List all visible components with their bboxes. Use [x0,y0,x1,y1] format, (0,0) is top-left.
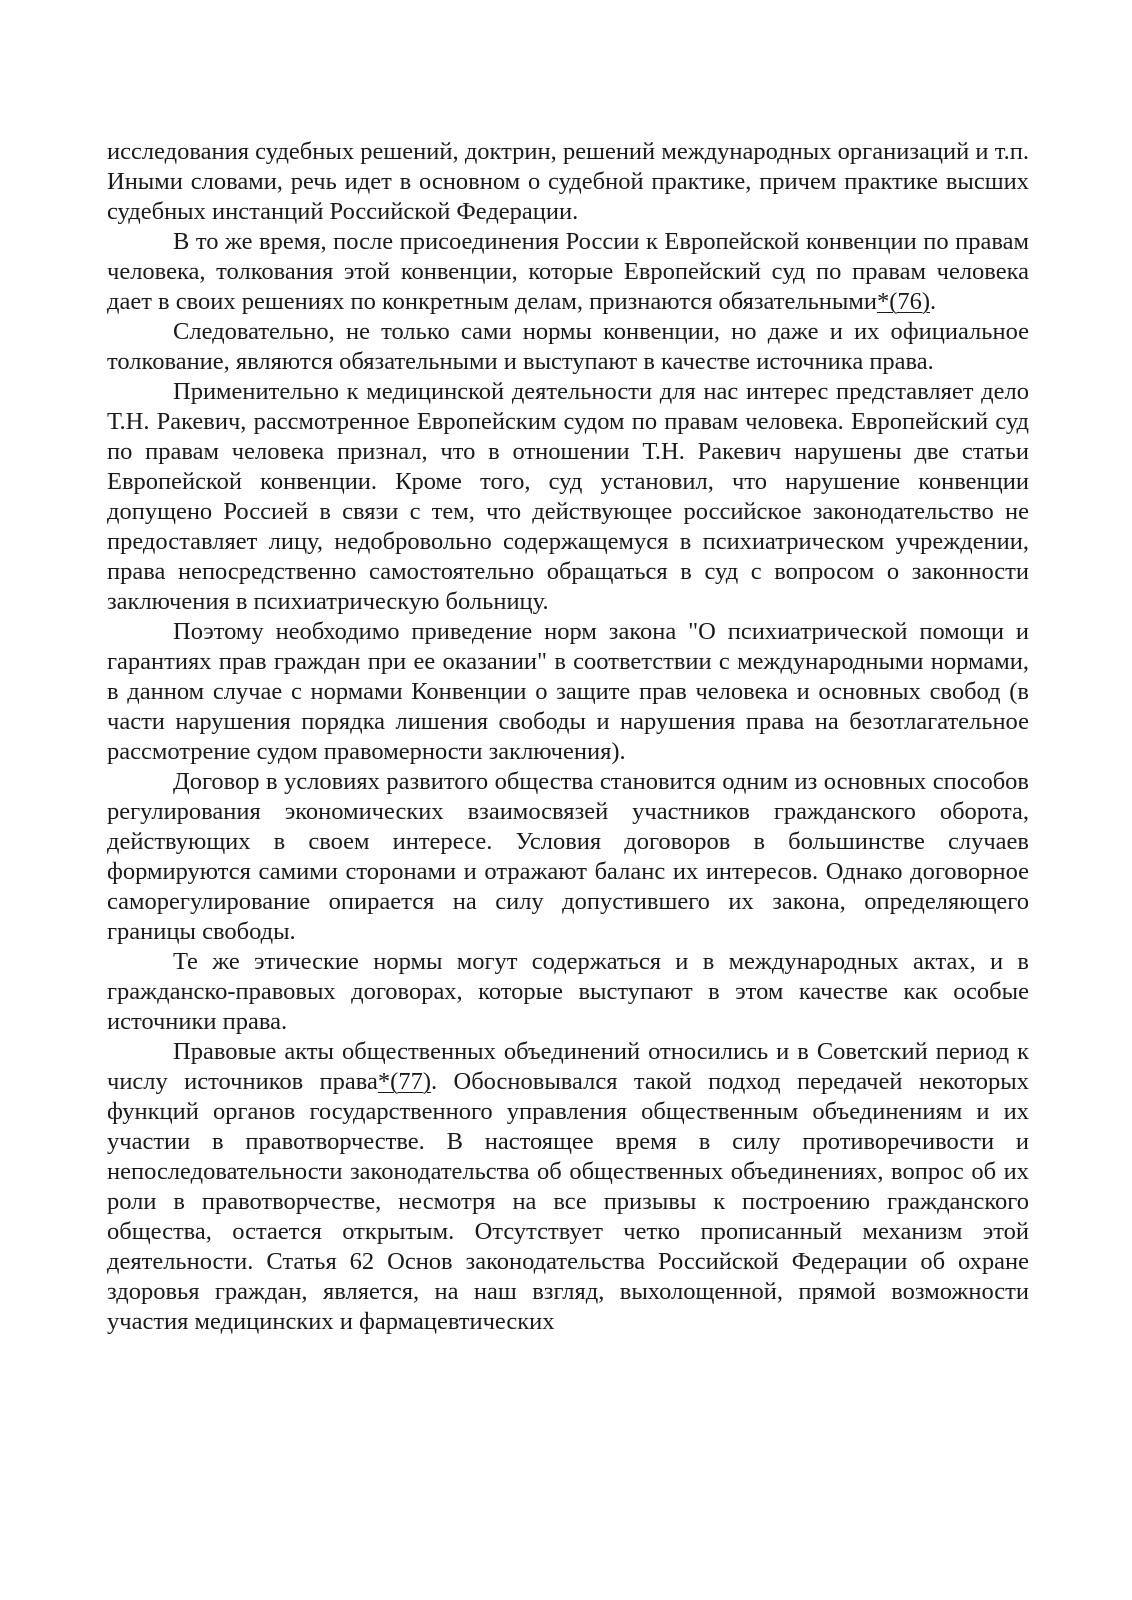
paragraph-text: Правовые акты общественных объединений относились и в Советский период к числу источников права [107,1038,1029,1095]
paragraph-text: Поэтому необходимо приведение норм закона "О психиатрической помощи и гарантиях прав граждан при ее оказании" в соответствии с международными нормами, в данном случае с нормами Конвенции о защите прав человека и основных свобод (в части нарушения порядка лишения свободы и нарушения права на безотлагательное рассмотрение судом правомерности заключения). [107,618,1029,765]
paragraph-text: Те же этические нормы могут содержаться и в международных актах, и в гражданско-правовых договорах, которые выступают в этом качестве как особые источники права. [107,948,1029,1035]
paragraph-text: . Обосновывался такой подход передачей некоторых функций органов государственного управления общественным объединениям и их участии в правотворчестве. В настоящее время в силу противоречивости и непоследовательности законодательства об общественных объединениях, вопрос об их роли в правотворчестве, несмотря на все призывы к построению гражданского общества, остается открытым. Отсутствует четко прописанный механизм этой деятельности. Статья 62 Основ законодательства Российской Федерации об охране здоровья граждан, является, на наш взгляд, выхолощенной, прямой возможности участия медицинских и фармацевтических [107,1068,1029,1335]
paragraph-text: Применительно к медицинской деятельности для нас интерес представляет дело Т.Н. Ракевич, рассмотренное Европейским судом по правам человека. Европейский суд по правам человека признал, что в отношении Т.Н. Ракевич нарушены две статьи Европейской конвенции. Кроме того, суд установил, что нарушение конвенции допущено Россией в связи с тем, что действующее российское законодательство не предоставляет лицу, недобровольно содержащемуся в психиатрическом учреждении, права непосредственно самостоятельно обращаться в суд с вопросом о законности заключения в психиатрическую больницу. [107,378,1029,615]
paragraph-text: исследования судебных решений, доктрин, решений международных организаций и т.п. Иными словами, речь идет в основном о судебной практике, причем практике высших судебных инстанций Российской Федерации. [107,138,1029,225]
document-page [107,137,1029,1337]
paragraph [107,377,1029,617]
footnote-link-77[interactable]: *(77) [377,1068,431,1095]
paragraph [107,767,1029,947]
paragraph-text: . [930,288,937,315]
paragraph [107,947,1029,1037]
paragraph-text: Следовательно, не только сами нормы конвенции, но даже и их официальное толкование, являются обязательными и выступают в качестве источника права. [107,318,1029,375]
footnote-link-76[interactable]: *(76) [876,288,931,315]
paragraph-text: Договор в условиях развитого общества становится одним из основных способов регулирования экономических взаимосвязей участников гражданского оборота, действующих в своем интересе. Условия договоров в большинстве случаев формируются самими сторонами и отражают баланс их интересов. Однако договорное саморегулирование опирается на силу допустившего их закона, определяющего границы свободы. [107,768,1029,945]
paragraph [107,317,1029,377]
paragraph [107,617,1029,767]
paragraph-text: В то же время, после присоединения России к Европейской конвенции по правам человека, толкования этой конвенции, которые Европейский суд по правам человека дает в своих решениях по конкретным делам, признаются обязательными [107,228,1029,315]
paragraph [107,1037,1029,1337]
paragraph [107,227,1029,317]
paragraph [107,137,1029,227]
